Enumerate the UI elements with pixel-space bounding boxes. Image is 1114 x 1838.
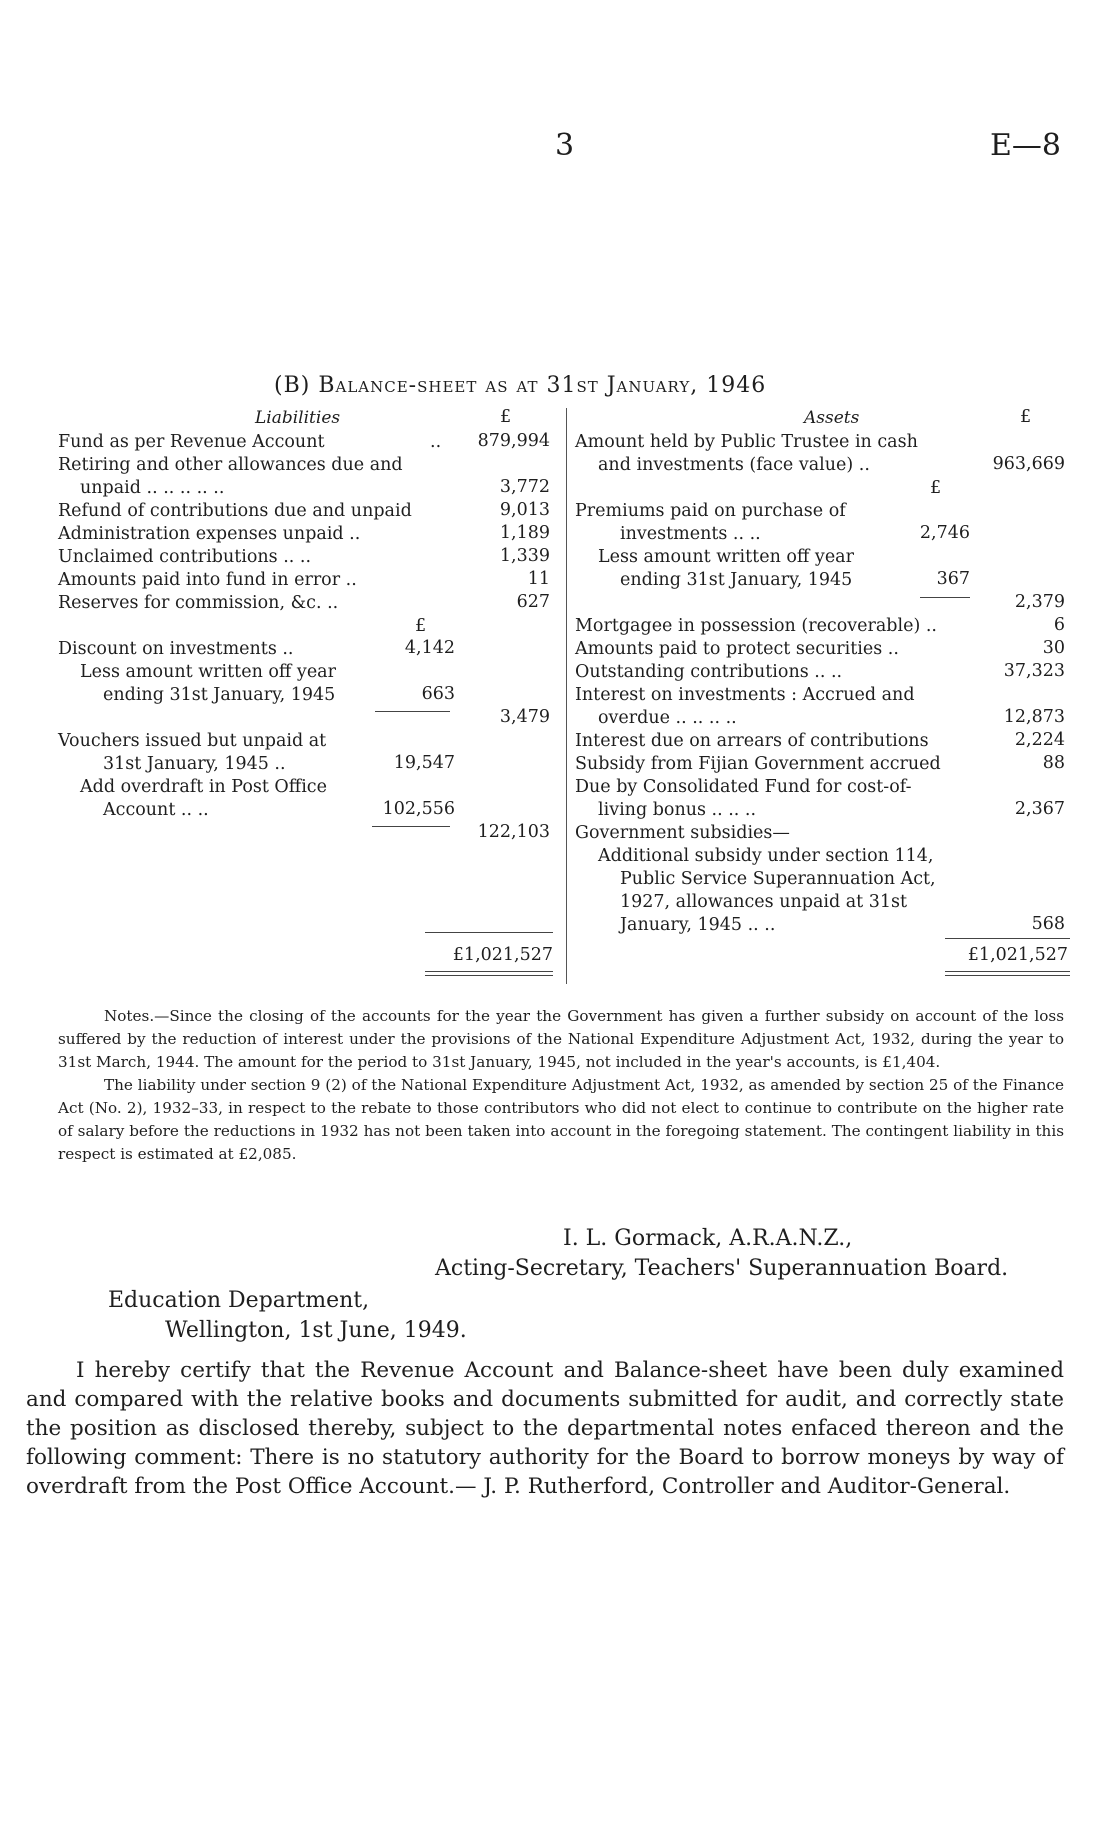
liability-value: 1,189 bbox=[499, 523, 550, 543]
assets-currency: £ bbox=[1020, 407, 1032, 427]
total-rule bbox=[425, 932, 553, 933]
liability-label: Add overdraft in Post Office bbox=[80, 777, 327, 797]
assets-total: £1,021,527 bbox=[967, 945, 1068, 965]
liabilities-heading: Liabilities bbox=[255, 408, 341, 428]
liability-label: Retiring and other allowances due and bbox=[58, 455, 403, 475]
total-double-rule bbox=[945, 971, 1070, 972]
signatory-title: Acting-Secretary, Teachers' Superannuation Board. bbox=[435, 1256, 1009, 1281]
asset-label: investments .. .. bbox=[620, 524, 761, 544]
liability-label: ending 31st January, 1945 bbox=[103, 685, 336, 705]
asset-label: Public Service Superannuation Act, bbox=[620, 869, 936, 889]
liability-label: Reserves for commission, &c. .. bbox=[58, 593, 339, 613]
asset-label: Interest on investments : Accrued and bbox=[575, 685, 915, 705]
asset-value: 963,669 bbox=[992, 454, 1065, 474]
total-double-rule bbox=[945, 975, 1070, 976]
liability-label: unpaid .. .. .. .. .. bbox=[80, 478, 225, 498]
page-reference: E—8 bbox=[990, 128, 1061, 163]
liability-label: Fund as per Revenue Account bbox=[58, 432, 325, 452]
liability-label: Vouchers issued but unpaid at bbox=[58, 731, 327, 751]
asset-label: overdue .. .. .. .. bbox=[598, 708, 737, 728]
asset-label: 1927, allowances unpaid at 31st bbox=[620, 892, 908, 912]
liability-value: 879,994 bbox=[477, 431, 550, 451]
asset-label: Interest due on arrears of contributions bbox=[575, 731, 929, 751]
balance-sheet-title: (B) Balance-sheet as at 31st January, 1946 bbox=[274, 373, 767, 398]
leader-dots: .. bbox=[430, 432, 442, 452]
column-divider bbox=[566, 408, 567, 984]
asset-label: Additional subsidy under section 114, bbox=[598, 846, 934, 866]
liability-subvalue: 663 bbox=[421, 684, 455, 704]
subtotal-rule bbox=[375, 711, 450, 712]
department-place-date: Wellington, 1st June, 1949. bbox=[165, 1318, 467, 1343]
subtotal-rule bbox=[372, 826, 450, 827]
page-number: 3 bbox=[555, 128, 575, 163]
asset-label: and investments (face value) .. bbox=[598, 455, 870, 475]
liability-label: Administration expenses unpaid .. bbox=[58, 524, 361, 544]
asset-label: Mortgagee in possession (recoverable) .. bbox=[575, 616, 937, 636]
note-paragraph: Notes.—Since the closing of the accounts for the year the Government has given a further subsidy on account of the loss suffered by the reduction of interest under the provisions of the National Expenditure Adjustment Act, 1932, during the year to 31st March, 1944. The amount for the period to 31st January, 1945, not included in the year's accounts, is £1,404. bbox=[58, 1007, 1064, 1071]
liabilities-currency: £ bbox=[500, 407, 512, 427]
liability-subvalue: 19,547 bbox=[393, 753, 455, 773]
liability-value: 11 bbox=[527, 569, 550, 589]
liability-label: Account .. .. bbox=[103, 800, 209, 820]
department-name: Education Department, bbox=[108, 1288, 370, 1313]
asset-label: Amount held by Public Trustee in cash bbox=[575, 432, 918, 452]
asset-label: Outstanding contributions .. .. bbox=[575, 662, 843, 682]
liability-value: 627 bbox=[516, 592, 550, 612]
asset-value: 88 bbox=[1042, 753, 1065, 773]
asset-value: 2,224 bbox=[1014, 730, 1065, 750]
asset-value: 12,873 bbox=[1003, 707, 1065, 727]
liabilities-total: £1,021,527 bbox=[452, 945, 553, 965]
liability-value: 1,339 bbox=[499, 546, 550, 566]
asset-label: Government subsidies— bbox=[575, 823, 790, 843]
liability-value: 3,479 bbox=[499, 707, 550, 727]
liability-label: Unclaimed contributions .. .. bbox=[58, 547, 312, 567]
asset-label: January, 1945 .. .. bbox=[620, 915, 776, 935]
asset-label: ending 31st January, 1945 bbox=[620, 570, 853, 590]
asset-label: Subsidy from Fijian Government accrued bbox=[575, 754, 941, 774]
liability-value: 3,772 bbox=[499, 477, 550, 497]
liability-label: Less amount written off year bbox=[80, 662, 336, 682]
sub-currency: £ bbox=[930, 478, 942, 498]
assets-heading: Assets bbox=[804, 408, 860, 428]
asset-value: 37,323 bbox=[1003, 661, 1065, 681]
asset-value: 2,379 bbox=[1014, 592, 1065, 612]
signatory-name: I. L. Gormack, A.R.A.N.Z., bbox=[563, 1226, 853, 1251]
certificate-text: I hereby certify that the Revenue Account and Balance-sheet have been duly examined and compared with the relative books and documents submitted for audit, and correctly state the position as disclosed thereby, subject to the departmental notes enfaced thereon and the following comment: There is no statutory authority for the Board to borrow moneys by way of overdraft from the Post Office Account.— bbox=[26, 1358, 1064, 1499]
notes-section bbox=[58, 1005, 1064, 1166]
certificate-signer: J. P. Rutherford, Controller and Auditor-General. bbox=[483, 1474, 1011, 1499]
liability-subvalue: 102,556 bbox=[382, 799, 455, 819]
liability-label: Refund of contributions due and unpaid bbox=[58, 501, 412, 521]
liability-label: Amounts paid into fund in error .. bbox=[58, 570, 357, 590]
asset-label: Amounts paid to protect securities .. bbox=[575, 639, 899, 659]
liability-subvalue: 4,142 bbox=[404, 638, 455, 658]
total-double-rule bbox=[425, 975, 553, 976]
asset-subvalue: 2,746 bbox=[919, 523, 970, 543]
total-rule bbox=[945, 938, 1070, 939]
asset-label: Less amount written off year bbox=[598, 547, 854, 567]
asset-value: 6 bbox=[1053, 615, 1065, 635]
asset-subvalue: 367 bbox=[936, 569, 970, 589]
liability-label: 31st January, 1945 .. bbox=[103, 754, 286, 774]
audit-certificate bbox=[26, 1356, 1064, 1501]
liability-value: 9,013 bbox=[499, 500, 550, 520]
asset-label: Due by Consolidated Fund for cost-of- bbox=[575, 777, 912, 797]
asset-label: Premiums paid on purchase of bbox=[575, 501, 846, 521]
sub-currency: £ bbox=[415, 616, 427, 636]
note-paragraph: The liability under section 9 (2) of the National Expenditure Adjustment Act, 1932, as amended by section 25 of the Finance Act (No. 2), 1932–33, in respect to the rebate to those contributors who did not elect to continue to contribute on the higher rate of salary before the reductions in 1932 has not been taken into account in the foregoing statement. The contingent liability in this respect is estimated at £2,085. bbox=[58, 1076, 1064, 1163]
liability-value: 122,103 bbox=[477, 822, 550, 842]
asset-label: living bonus .. .. .. bbox=[598, 800, 757, 820]
liability-label: Discount on investments .. bbox=[58, 639, 294, 659]
total-double-rule bbox=[425, 971, 553, 972]
asset-value: 30 bbox=[1042, 638, 1065, 658]
asset-value: 568 bbox=[1031, 914, 1065, 934]
asset-value: 2,367 bbox=[1014, 799, 1065, 819]
